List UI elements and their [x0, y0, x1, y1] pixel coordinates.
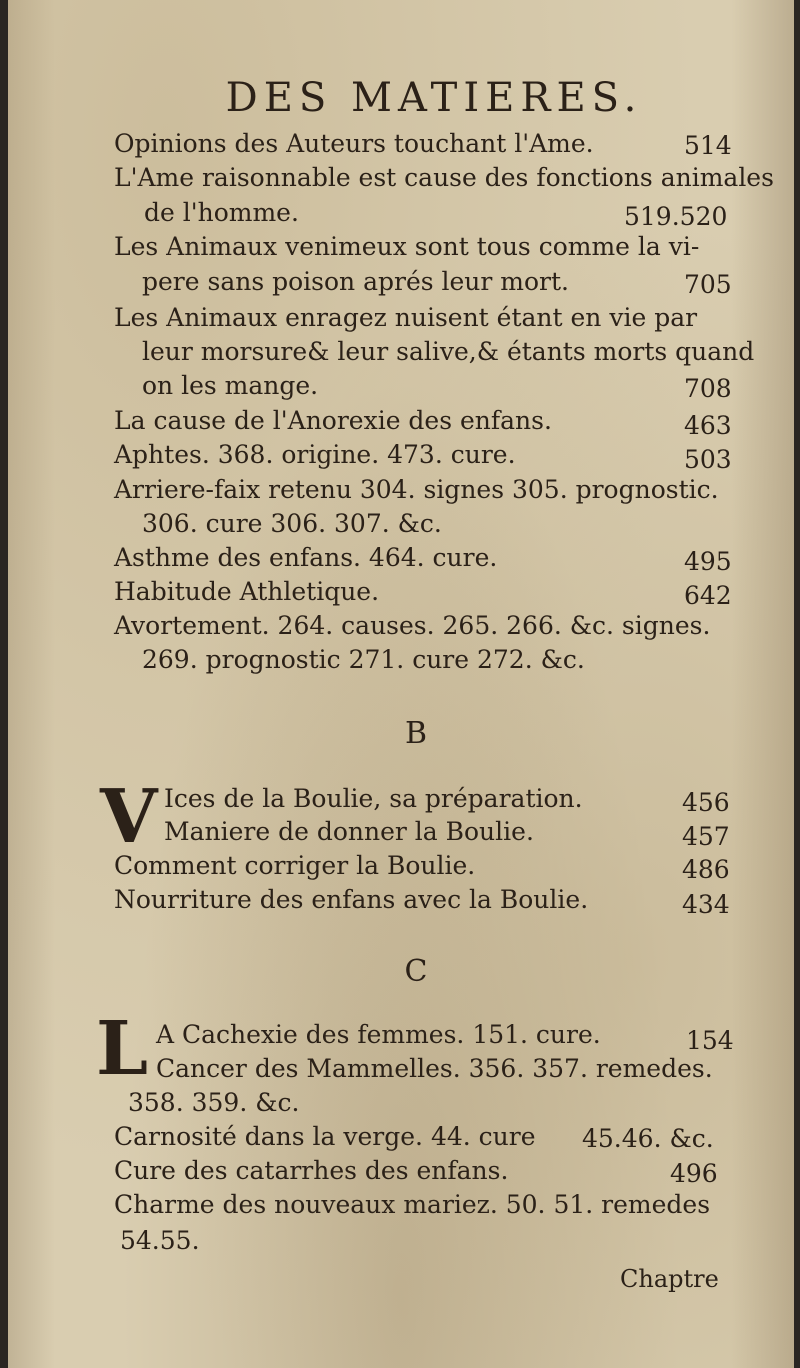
entry-line: on les mange.	[142, 371, 319, 400]
entry-line: 54.55.	[120, 1226, 200, 1255]
entry-page: 495	[684, 547, 732, 576]
entry-page: 514	[684, 131, 732, 160]
entry-page: 457	[682, 822, 730, 851]
entry-line: Maniere de donner la Boulie.	[164, 817, 534, 846]
entry-line: Cancer des Mammelles. 356. 357. remedes.	[156, 1054, 713, 1083]
entry-line: pere sans poison aprés leur mort.	[142, 267, 570, 296]
entry-page: 463	[684, 411, 732, 440]
entry-line: 358. 359. &c.	[128, 1088, 300, 1117]
entry-line: Les Animaux enragez nuisent étant en vie par	[114, 303, 698, 332]
entry-page: 519.520	[624, 202, 728, 231]
entry-line: L'Ame raisonnable est cause des fonctions animales	[114, 163, 774, 192]
section-letter-c: C	[404, 954, 428, 989]
entry-line: Avortement. 264. causes. 265. 266. &c. signes.	[114, 611, 711, 640]
entry-line: Comment corriger la Boulie.	[114, 851, 476, 880]
entry-page: 154	[686, 1026, 734, 1055]
entry-page: 486	[682, 855, 730, 884]
dropcap-l: L	[96, 1006, 149, 1092]
entry-line: A Cachexie des femmes. 151. cure.	[156, 1020, 601, 1049]
catchword: Chaptre	[620, 1265, 719, 1293]
entry-line: Ices de la Boulie, sa préparation.	[164, 784, 583, 813]
entry-page: 45.46. &c.	[582, 1124, 714, 1153]
entry-line: Carnosité dans la verge. 44. cure	[114, 1122, 536, 1151]
entry-page: 434	[682, 890, 730, 919]
dropcap-v: V	[100, 774, 158, 860]
entry-line: Aphtes. 368. origine. 473. cure.	[114, 440, 516, 469]
entry-line: Charme des nouveaux mariez. 50. 51. remedes	[114, 1190, 711, 1219]
section-letter-b: B	[404, 716, 428, 751]
entry-line: leur morsure& leur salive,& étants morts quand	[142, 337, 755, 366]
entry-page: 456	[682, 788, 730, 817]
book-page	[8, 0, 794, 1368]
entry-line: Arriere-faix retenu 304. signes 305. prognostic.	[114, 475, 719, 504]
entry-line: Opinions des Auteurs touchant l'Ame.	[114, 129, 594, 158]
entry-page: 705	[684, 270, 732, 299]
entry-line: 306. cure 306. 307. &c.	[142, 509, 442, 538]
entry-page: 503	[684, 445, 732, 474]
entry-line: Habitude Athletique.	[114, 577, 380, 606]
entry-line: 269. prognostic 271. cure 272. &c.	[142, 645, 585, 674]
entry-page: 496	[670, 1159, 718, 1188]
entry-page: 642	[684, 581, 732, 610]
entry-line: Asthme des enfans. 464. cure.	[114, 543, 498, 572]
entry-line: de l'homme.	[144, 198, 299, 227]
entry-line: Nourriture des enfans avec la Boulie.	[114, 885, 589, 914]
entry-line: La cause de l'Anorexie des enfans.	[114, 406, 552, 435]
page-header: DES MATIERES.	[225, 75, 643, 121]
entry-line: Les Animaux venimeux sont tous comme la vi-	[114, 232, 700, 261]
entry-page: 708	[684, 374, 732, 403]
entry-line: Cure des catarrhes des enfans.	[114, 1156, 509, 1185]
